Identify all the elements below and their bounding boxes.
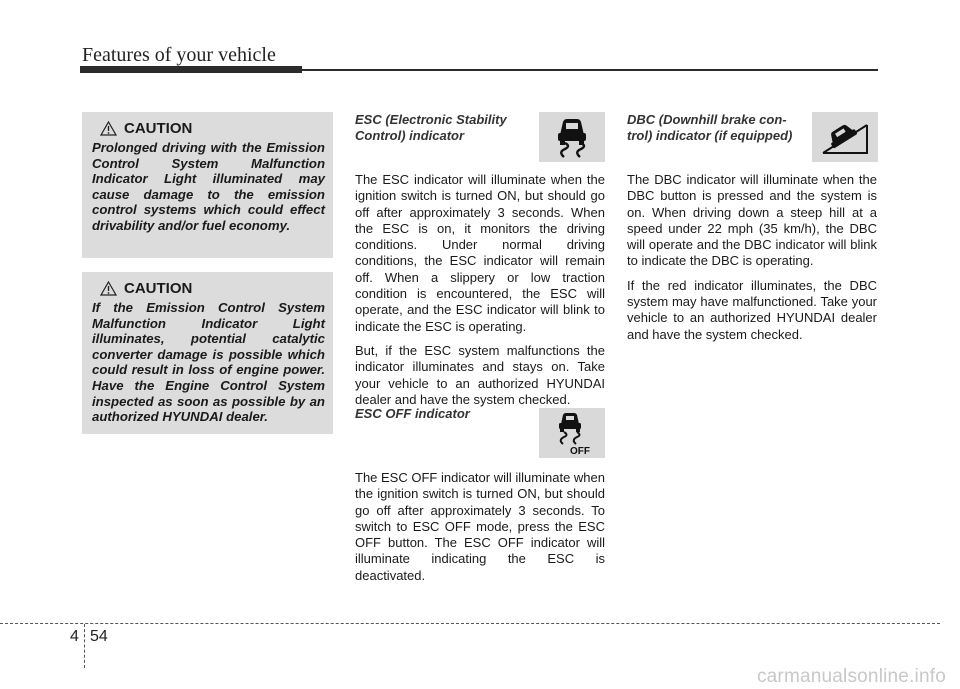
dbc-title-line2: trol) indicator (if equipped): [627, 128, 793, 143]
esc-off-title: ESC OFF indicator: [355, 406, 470, 421]
esc-paragraph: But, if the ESC system malfunctions the indicator illuminates and stays on. Take your vehicle to an authorized HYUNDAI dealer and have the system checked.: [355, 342, 605, 407]
watermark: carmanualsonline.info: [756, 666, 946, 687]
page-number: 54: [90, 628, 108, 645]
caution-heading: [100, 120, 325, 137]
dbc-paragraph: If the red indicator illuminates, the DBC system may have malfunctioned. Take your vehicle to an authorized HYUNDAI dealer and have the system checked.: [627, 277, 877, 342]
caution-box-catalytic-converter: [82, 272, 333, 434]
caution-heading: [100, 280, 325, 297]
header-bar: [80, 66, 302, 73]
esc-paragraph: The ESC indicator will illuminate when the ignition switch is turned ON, but should go off after approximately 3 seconds. When the ESC is on, it monitors the driving conditions. Under normal driving conditions, the ESC indicator will remain off. When a slippery or low traction condition is encountered, the ESC will operate, and the ESC indicator will blink to indicate the ESC is operating.: [355, 172, 605, 334]
esc-title-line2: Control) indicator: [355, 128, 465, 143]
caution-label: CAUTION: [124, 280, 193, 297]
esc-title-line1: ESC (Electronic Stability: [355, 112, 507, 127]
esc-off-paragraph: The ESC OFF indicator will illuminate when the ignition switch is turned ON, but should go off after approximately 3 seconds. To switch to ESC OFF mode, press the ESC OFF button. The ESC OFF indicator will illuminate indicating the ESC is deactivated.: [355, 470, 605, 583]
caution-label: CAUTION: [124, 120, 193, 137]
page-header-title: Features of your vehicle: [82, 44, 276, 66]
header-rule: [302, 69, 878, 71]
caution-text: If the Emission Control System Malfunction Indicator Light illuminates, potential catalytic converter damage is possible which could result in loss of engine power. Have the Engine Control System inspected as soon as possible by an authorized HYUNDAI dealer.: [92, 300, 325, 425]
esc-off-indicator-icon: [539, 408, 605, 458]
caution-box-emission-damage: [82, 112, 333, 258]
warning-triangle-icon: [100, 121, 117, 136]
caution-text: Prolonged driving with the Emission Control System Malfunction Indicator Light illuminated may cause damage to the emission control systems which could effect drivability and/or fuel economy.: [92, 140, 325, 233]
skidding-car-icon: [552, 115, 592, 159]
warning-triangle-icon: [100, 281, 117, 296]
dbc-title-line1: DBC (Downhill brake con-: [627, 112, 787, 127]
esc-indicator-icon: [539, 112, 605, 162]
downhill-car-icon: [819, 117, 871, 157]
dbc-indicator-icon: [812, 112, 878, 162]
footer-divider: [84, 624, 85, 668]
dbc-paragraph: The DBC indicator will illuminate when the DBC button is pressed and the system is on. When driving down a steep hill at a speed under 22 mph (35 km/h), the DBC will operate and the DBC indicator will blink to indicate the DBC is operating.: [627, 172, 877, 269]
skidding-car-off-icon: [549, 410, 595, 456]
chapter-number: 4: [70, 628, 79, 645]
off-label: OFF: [570, 446, 590, 456]
footer-rule: [0, 623, 940, 624]
